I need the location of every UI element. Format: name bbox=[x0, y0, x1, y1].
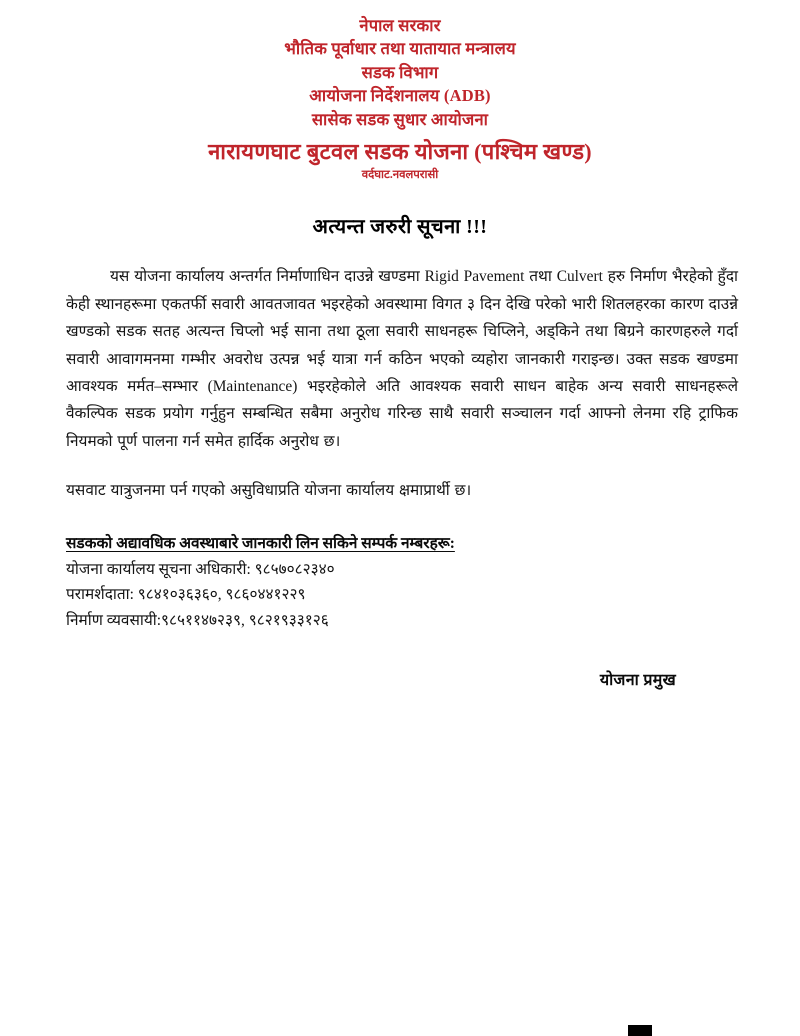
letterhead-line-ministry: भौतिक पूर्वाधार तथा यातायात मन्त्रालय bbox=[284, 39, 516, 59]
contact-line-consultant: परामर्शदाता: ९८४१०३६३६०, ९८६०४४१२२९ bbox=[66, 586, 306, 604]
contact-section bbox=[66, 531, 738, 634]
letterhead-line-directorate: आयोजना निर्देशनालय (ADB) bbox=[309, 86, 491, 106]
letterhead-project-title: नारायणघाट बुटवल सडक योजना (पश्चिम खण्ड) bbox=[208, 139, 592, 165]
contact-heading-wrap bbox=[66, 531, 738, 557]
letterhead bbox=[0, 0, 800, 184]
contact-section-heading: सडकको अद्यावधिक अवस्थाबारे जानकारी लिन सकिने सम्पर्क नम्बरहरू: bbox=[66, 534, 455, 552]
notice-apology-paragraph: यसवाट यात्रुजनमा पर्न गएको असुविधाप्रति योजना कार्यालय क्षमाप्रार्थी छ। bbox=[66, 482, 472, 500]
document-body bbox=[62, 263, 738, 689]
letterhead-location: वर्दघाट.नवलपरासी bbox=[361, 169, 439, 182]
contact-line-information-officer: योजना कार्यालय सूचना अधिकारी: ९८५७०८२३४० bbox=[66, 560, 335, 578]
notice-main-paragraph: यस योजना कार्यालय अन्तर्गत निर्माणाधिन दाउन्ने खण्डमा Rigid Pavement तथा Culvert हरु निर्माण भैरहेको हुँदा केही स्थानहरूमा एकतर्फी सवारी आवतजावत भइरहेको अवस्थामा विगत ३ दिन देखि परेको भारी शितलहरका कारण दाउन्ने खण्डको सडक सतह अत्यन्त चिप्लो भई साना तथा ठूला सवारी साधनहरू चिप्लिने, अड्किने तथा बिग्रने कारणहरुले गर्दा सवारी आवागमनमा गम्भीर अवरोध उत्पन्न भई यात्रा गर्न कठिन भएको व्यहोरा जानकारी गराइन्छ। उक्त सडक खण्डमा आवश्यक मर्मत–सम्भार (Maintenance) भइरहेकोले अति आवश्यक सवारी साधन बाहेक अन्य सवारी साधनहरूले वैकल्पिक सडक प्रयोग गर्नुहुन सम्बन्धित सबैमा अनुरोध गरिन्छ साथै सवारी सञ्चालन गर्दा आफ्नो लेनमा रहि ट्राफिक नियमको पूर्ण पालना गर्न समेत हार्दिक अनुरोध छ। bbox=[66, 268, 738, 450]
letterhead-line-project: सासेक सडक सुधार आयोजना bbox=[311, 109, 489, 129]
signature-designation: योजना प्रमुख bbox=[599, 671, 676, 689]
contact-line-contractor: निर्माण व्यवसायी:९८५११४७२३९, ९८२१९३३१२६ bbox=[66, 612, 329, 630]
letterhead-line-government: नेपाल सरकार bbox=[359, 16, 441, 35]
letterhead-line-department: सडक विभाग bbox=[361, 62, 439, 82]
notice-heading: अत्यन्त जरुरी सूचना !!! bbox=[312, 216, 488, 239]
page-bottom-marker bbox=[628, 1025, 652, 1036]
